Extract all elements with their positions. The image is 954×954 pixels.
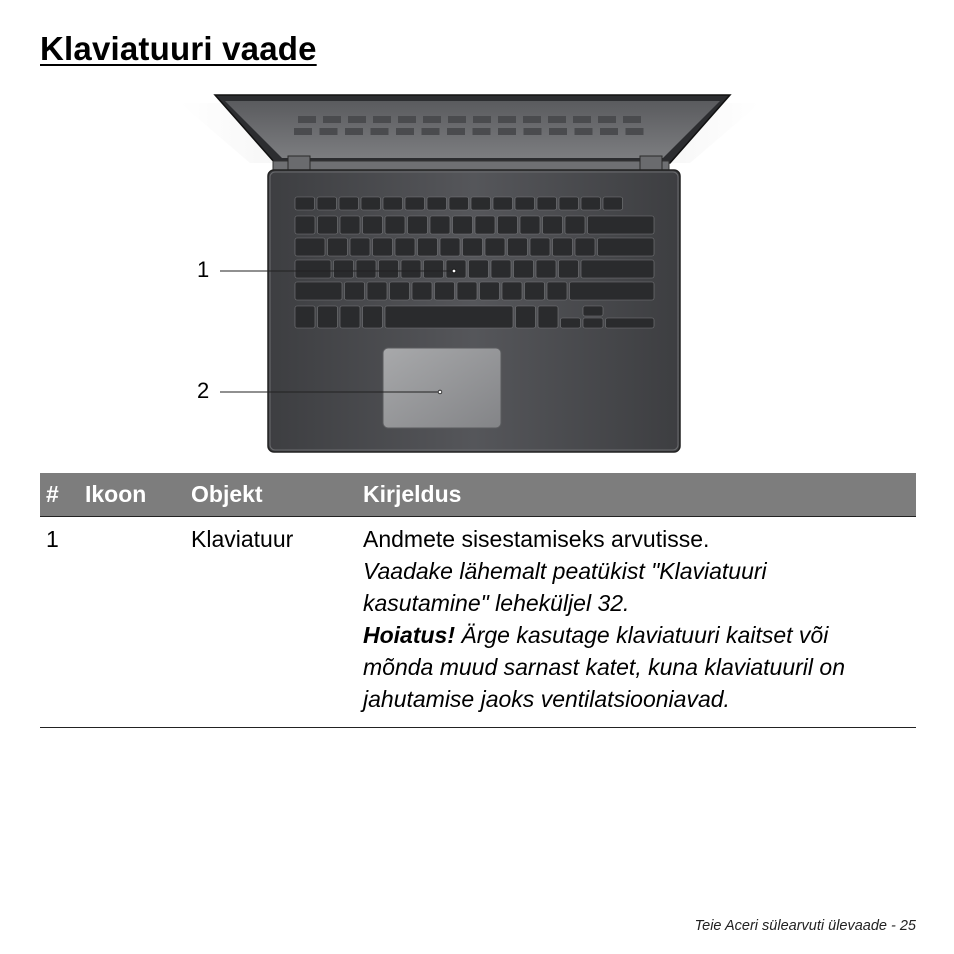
keyboard-key	[570, 282, 655, 300]
keyboard-key	[379, 260, 399, 278]
keyboard-key	[350, 238, 370, 256]
keyboard-key	[385, 216, 405, 234]
keyboard-key	[412, 282, 432, 300]
lid-reflection-key	[523, 116, 541, 123]
table-row	[40, 517, 916, 728]
keyboard-key	[508, 238, 528, 256]
keyboard-key	[453, 216, 473, 234]
keyboard-key	[502, 282, 522, 300]
keyboard-key	[345, 282, 365, 300]
keyboard-key	[318, 216, 338, 234]
keyboard-key	[530, 238, 550, 256]
lid-reflection-key	[573, 116, 591, 123]
keyboard-key	[395, 238, 415, 256]
touchpad	[383, 348, 501, 428]
keyboard-key	[520, 216, 540, 234]
keyboard-key	[356, 260, 376, 278]
keyboard-key	[588, 216, 655, 234]
keyboard-key	[340, 216, 360, 234]
keyboard-key	[418, 238, 438, 256]
page-title: Klaviatuuri vaade	[40, 30, 317, 67]
keyboard-key	[295, 216, 315, 234]
row-icon	[79, 517, 185, 728]
keyboard-key	[538, 306, 558, 328]
warning-line-2: mõnda muud sarnast katet, kuna klaviatuuril on	[363, 654, 845, 680]
keyboard-key	[514, 260, 534, 278]
keyboard-key	[559, 197, 579, 210]
lid-reflection-key	[575, 128, 593, 135]
keyboard-key	[339, 197, 359, 210]
description-main: Andmete sisestamiseks arvutisse.	[363, 526, 710, 552]
keyboard-key	[401, 260, 421, 278]
warning-label: Hoiatus!	[363, 622, 455, 648]
lid-reflection-key	[371, 128, 389, 135]
lid-reflection-key	[320, 128, 338, 135]
keyboard-key	[328, 238, 348, 256]
keyboard-key	[295, 282, 342, 300]
keyboard-key	[515, 197, 535, 210]
keyboard-key	[408, 216, 428, 234]
lid-reflection-key	[473, 116, 491, 123]
lid-reflection-key	[294, 128, 312, 135]
lid-reflection-key	[549, 128, 567, 135]
keyboard-key	[361, 197, 381, 210]
keyboard-key	[449, 197, 469, 210]
lid-reflection-key	[473, 128, 491, 135]
keyboard-key	[295, 238, 325, 256]
lid-reflection-key	[345, 128, 363, 135]
lid-reflection-key	[423, 116, 441, 123]
component-table	[40, 473, 916, 728]
keyboard-key	[295, 260, 331, 278]
keyboard-key	[383, 197, 403, 210]
keyboard-key	[390, 282, 410, 300]
keyboard-key	[547, 282, 567, 300]
lid-reflection-key	[373, 116, 391, 123]
description-reference-1: Vaadake lähemalt peatükist "Klaviatuuri	[363, 558, 767, 584]
keyboard-key	[485, 238, 505, 256]
header-icon: Ikoon	[79, 473, 185, 517]
keyboard-key	[475, 216, 495, 234]
lid-reflection-key	[623, 116, 641, 123]
keyboard-key	[295, 197, 315, 210]
keyboard-key	[498, 216, 518, 234]
lid-reflection-key	[626, 128, 644, 135]
header-number: #	[40, 473, 79, 517]
warning-line-3: jahutamise jaoks ventilatsiooniavad.	[363, 686, 730, 712]
keyboard-key	[405, 197, 425, 210]
keyboard-key	[385, 306, 513, 328]
keyboard-key	[363, 306, 383, 328]
lid-reflection-key	[396, 128, 414, 135]
row-object: Klaviatuur	[185, 517, 357, 728]
keyboard-key	[446, 260, 466, 278]
keyboard-key	[583, 306, 603, 316]
description-reference-2: kasutamine" leheküljel 32.	[363, 590, 630, 616]
keyboard-key	[581, 197, 601, 210]
keyboard-key	[516, 306, 536, 328]
keyboard-key	[463, 238, 483, 256]
lid-reflection-key	[598, 116, 616, 123]
keyboard-key	[525, 282, 545, 300]
keyboard-key	[583, 318, 603, 328]
keyboard-key	[543, 216, 563, 234]
page-footer: Teie Aceri sülearvuti ülevaade - 25	[694, 918, 916, 934]
keyboard-key	[457, 282, 477, 300]
lid-reflection-key	[298, 116, 316, 123]
keyboard-key	[424, 260, 444, 278]
lid-reflection-key	[498, 116, 516, 123]
keyboard-key	[536, 260, 556, 278]
keyboard-key	[553, 238, 573, 256]
lid-reflection-key	[448, 116, 466, 123]
keyboard-key	[561, 318, 581, 328]
row-description	[357, 517, 916, 728]
warning-text-1: Ärge kasutage klaviatuuri kaitset või	[455, 622, 829, 648]
lid-reflection-key	[600, 128, 618, 135]
row-number: 1	[40, 517, 79, 728]
keyboard-key	[480, 282, 500, 300]
laptop-illustration	[170, 88, 770, 458]
keyboard-key	[435, 282, 455, 300]
keyboard-key	[598, 238, 655, 256]
keyboard-key	[559, 260, 579, 278]
keyboard-key	[295, 306, 315, 328]
keyboard-key	[317, 197, 337, 210]
keyboard-key	[493, 197, 513, 210]
keyboard-key	[537, 197, 557, 210]
lid-reflection-key	[524, 128, 542, 135]
callout-label-keyboard: 1	[197, 257, 210, 282]
keyboard-key	[367, 282, 387, 300]
keyboard-key	[363, 216, 383, 234]
keyboard-key	[606, 318, 655, 328]
lid-reflection-key	[348, 116, 366, 123]
callout-label-touchpad: 2	[197, 378, 210, 403]
keyboard-key	[603, 197, 623, 210]
warning-line-1	[363, 619, 916, 651]
laptop-top-view-figure	[170, 88, 770, 458]
lid-reflection-key	[323, 116, 341, 123]
lid-reflection-key	[447, 128, 465, 135]
keyboard-key	[318, 306, 338, 328]
lid-reflection-key	[398, 116, 416, 123]
keyboard-key	[334, 260, 354, 278]
lid-reflection-key	[498, 128, 516, 135]
lid-reflection-key	[548, 116, 566, 123]
keyboard-key	[581, 260, 654, 278]
keyboard-key	[440, 238, 460, 256]
keyboard-key	[340, 306, 360, 328]
lid-reflection-key	[422, 128, 440, 135]
keyboard-key	[427, 197, 447, 210]
keyboard-key	[491, 260, 511, 278]
keyboard-key	[471, 197, 491, 210]
keyboard-key	[565, 216, 585, 234]
header-object: Objekt	[185, 473, 357, 517]
keyboard-key	[575, 238, 595, 256]
keyboard-key	[373, 238, 393, 256]
table-header-row	[40, 473, 916, 517]
keyboard-key	[430, 216, 450, 234]
header-description: Kirjeldus	[357, 473, 916, 517]
keyboard-key	[469, 260, 489, 278]
